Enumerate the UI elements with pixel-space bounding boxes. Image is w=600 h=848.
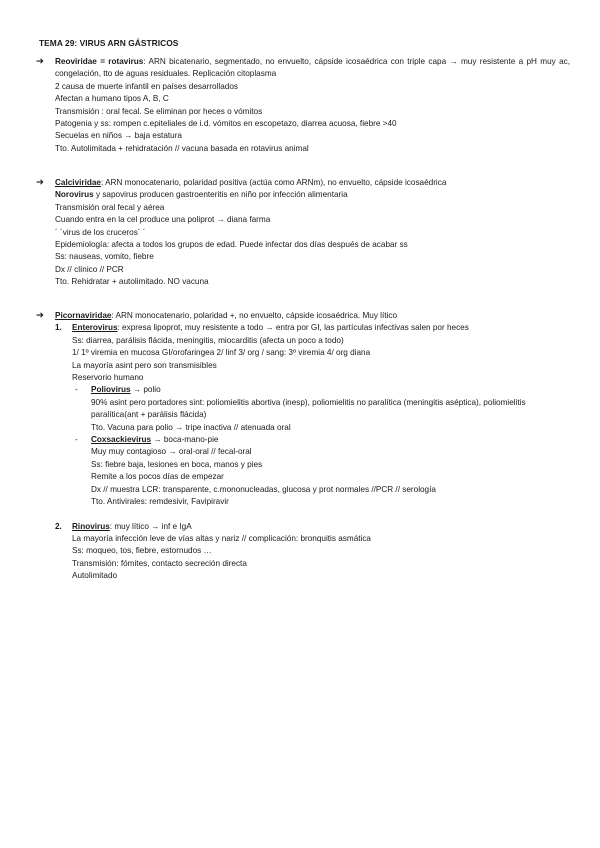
enterovirus-desc: : expresa lipoprot, muy resistente a todo → entra por GI, las partículas infectivas salen por heces [117,323,469,333]
text-line: Ss: nauseas, vomito, fiebre [55,252,154,262]
text-line: Dx // muestra LCR: transparente, c.mononucleadas, glucosa y prot normales //PCR // serología [91,484,436,494]
text-line: Ss: fiebre baja, lesiones en boca, manos y pies [91,459,263,469]
dash-bullet: - [75,385,78,395]
text-line: Transmisión: fómites, contacto secreción directa [72,558,247,568]
text-line: Remite a los pocos días de empezar [91,472,224,482]
text-line: Ss: diarrea, parálisis flácida, meningitis, miocarditis (afecta un poco a todo) [72,335,344,345]
text-line: Epidemiología: afecta a todos los grupos de edad. Puede infectar dos días después de acabar ss [55,240,408,250]
text-line: La mayoría infección leve de vías altas y nariz // complicación: bronquitis asmática [72,533,371,543]
text-line: Secuelas en niños → baja estatura [55,131,182,141]
reoviridae-heading [36,56,570,81]
arrow-bullet-icon: ➔ [36,56,44,67]
picornaviridae-desc: : ARN monocatenario, polaridad +, no envuelto, cápside icosaédrica. Muy lítico [111,311,398,320]
text-line: 90% asint pero portadores sint: poliomielitis abortiva (inesp), poliomielitis no paralítica (meningitis aséptica), poliomielitis paralítica(ant + parálisis flácida) [91,397,526,420]
rinovirus-name: Rinovirus [72,521,110,531]
text-line: Dx // clínico // PCR [55,264,124,274]
coxsackievirus-item [36,434,570,446]
text-line: Transmisión : oral fecal. Se eliminan por heces o vómitos [55,106,263,116]
poliovirus-name: Poliovirus [91,385,131,395]
norovirus-desc: y sapovirus producen gastroenteritis en niño por infección alimentaria [93,190,348,200]
picornaviridae-name: Picornaviridae [55,311,112,320]
coxsackievirus-desc: → boca-mano-pie [151,435,219,445]
norovirus-line [36,189,570,201]
poliovirus-desc: → polio [130,385,161,395]
text-line: Tto. Vacuna para polio → tripe inactiva // atenuada oral [91,422,291,432]
text-line: Muy muy contagioso → oral-oral // fecal-oral [91,447,252,457]
picornaviridae-heading [36,310,570,322]
text-line: Transmisión oral fecal y aérea [55,202,165,212]
list-number: 2. [55,521,62,531]
rinovirus-item [36,521,570,533]
text-line: Patogenia y ss: rompen c.epiteliales de i.d. vómitos en escopetazo, diarrea acuosa, fiebre >40 [55,119,397,129]
calciviridae-name: Calciviridae [55,178,101,187]
norovirus-name: Norovirus [55,190,94,200]
page-title: TEMA 29: VIRUS ARN GÁSTRICOS [39,38,179,48]
reoviridae-name: Reoviridae = rotavirus [55,57,144,66]
text-line: ´ ´virus de los cruceros´ ´ [55,227,146,237]
rinovirus-desc: : muy lítico → inf e IgA [109,521,192,531]
section-picornaviridae [36,310,570,583]
dash-bullet: - [75,435,78,445]
poliovirus-item [36,384,570,396]
text-line: Tto. Autolimitada + rehidratación // vacuna basada en rotavirus animal [55,143,309,153]
text-line: Autolimitado [72,571,118,581]
arrow-bullet-icon: ➔ [36,177,44,188]
text-line: 2 causa de muerte infantil en países desarrollados [55,81,238,91]
enterovirus-name: Enterovirus [72,323,118,333]
text-line: Cuando entra en la cel produce una poliprot → diana farma [55,215,271,225]
calciviridae-heading [36,177,570,189]
enterovirus-item [36,322,570,334]
text-line: La mayoría asint pero son transmisibles [72,360,217,370]
section-calciviridae [36,177,570,289]
list-number: 1. [55,323,62,333]
section-reoviridae [36,56,570,155]
text-line: Tto. Antivirales: remdesivir, Favipiravir [91,497,229,507]
text-line: Ss: moqueo, tos, fiebre, estornudos … [72,546,212,556]
coxsackievirus-name: Coxsackievirus [91,435,152,445]
text-line: Reservorio humano [72,373,144,383]
text-line: 1/ 1º viremia en mucosa GI/orofaringea 2/ linf 3/ org / sang: 3º viremia 4/ org diana [72,348,371,358]
reoviridae-desc: : ARN bicatenario, segmentado, no envuelto, cápside icosaédrica con triple capa → muy resistente a pH muy ac, congelación, tto de aguas residuales. Replicación citoplasma [55,57,571,79]
text-line: Tto. Rehidratar + autolimitado. NO vacuna [55,277,209,287]
text-line: Afectan a humano tipos A, B, C [55,94,169,104]
calciviridae-desc: : ARN monocatenario, polaridad positiva (actúa como ARNm), no envuelto, cápside icosaédrica [100,178,447,187]
arrow-bullet-icon: ➔ [36,310,44,321]
